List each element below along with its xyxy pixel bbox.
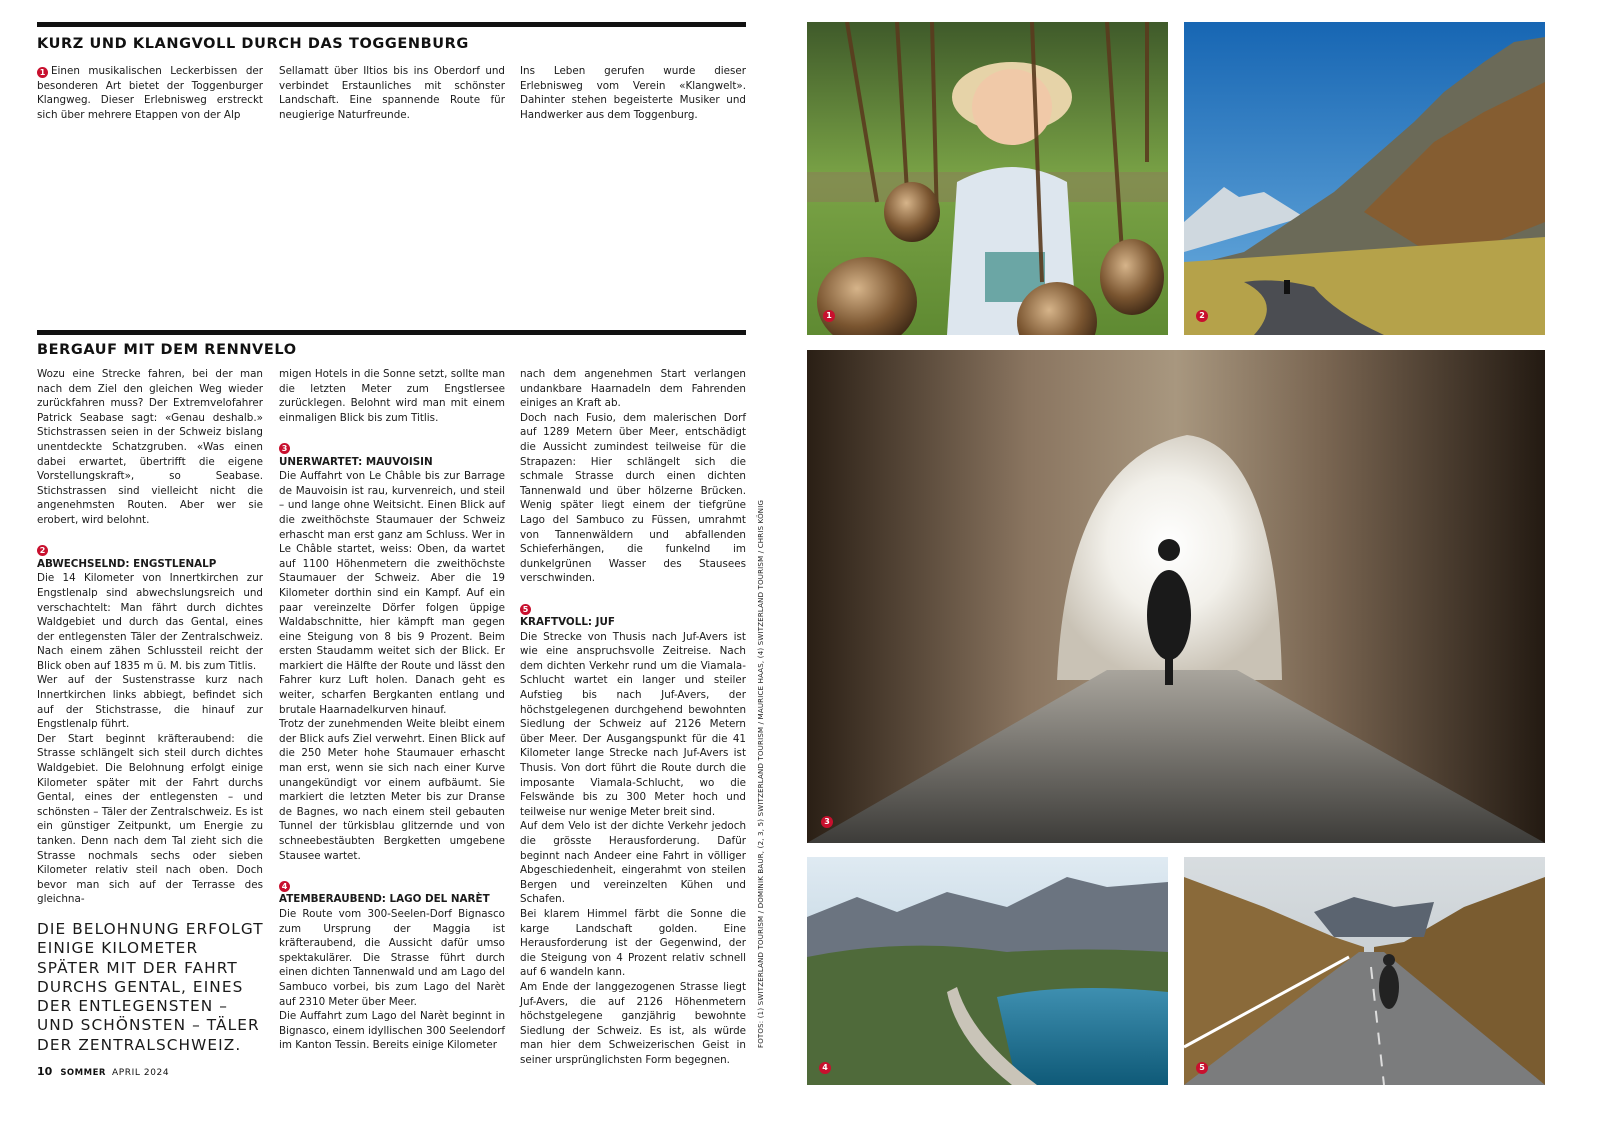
photo-girl-cowbells-image: [807, 22, 1168, 335]
pull-quote: [37, 920, 269, 1055]
body-text: Sellamatt über Iltios bis ins Oberdorf und verbindet Erstaunliches mit schönster Landschaft. Eine spannende Route für neugierige Naturfreunde.: [279, 65, 505, 121]
pull-quote-line: SPÄTER MIT DER FAHRT: [37, 958, 238, 977]
body-text: Die Route vom 300-Seelen-Dorf Bignasco zum Ursprung der Maggia ist kräfteraubend, die Aussicht dafür umso spektakulärer. Die Strasse führt durch einen dichten Tannenwald und am Lago del Sambuco vorbei, bis zum Lago del Narèt auf 2310 Meter über Meer.: [279, 907, 505, 1008]
route-heading: UNERWARTET: MAUVOISIN: [279, 455, 433, 468]
body-text: Die Auffahrt zum Lago del Narèt beginnt in Bignasco, einem idyllischen 300 Seelendorf im Kanton Tessin. Bereits einige Kilometer: [279, 1010, 505, 1052]
body-text: Die Strecke von Thusis nach Juf-Avers ist wie eine anspruchsvolle Zeitreise. Nach dem dichten Verkehr rund um die Viamala-Schlucht wartet ein langer und steiler Aufstieg bis nach Juf-Avers, der höchstgelegenen durchgehend bewohnten Siedlung der Schweiz auf 2126 Metern über Meer. Der Ausgangspunkt für die 41 Kilometer lange Strecke nach Juf-Avers ist Thusis. Von dort führt die Route durch die imposante Viamala-Schlucht, wo die Felswände bis zu 300 Meter hoch und teilweise nur wenige Meter breit sind.: [520, 630, 746, 818]
body-text: migen Hotels in die Sonne setzt, sollte man die letzten Meter zum Engstlersee zurücklegen. Belohnt wird man mit einem einmaligen Blick bis zum Titlis.: [279, 368, 505, 424]
body-text: Einen musikalischen Leckerbissen der besonderen Art bietet der Toggenburger Klangweg. Dieser Erlebnisweg erstreckt sich über mehrere Etappen von der Alp: [37, 65, 263, 121]
body-text: Die Auffahrt von Le Châble bis zur Barrage de Mauvoisin ist rau, kurvenreich, und steil – und lange ohne Weitsicht. Einen Blick auf die zweithöchste Staumauer der Schweiz erhascht man erst ganz am Schluss. Wer in Le Châble startet, weiss: Oben, da wartet auf 1100 Höhenmetern die zweithöchste Staumauer der Schweiz. Aber die 19 Kilometer dorthin sind ein Kampf. Auf ein paar vereinzelte Dörfer folgen üppige Waldabschnitte, hier kämpft man gegen eine Steigung von 8 bis 9 Prozent. Beim ersten Staudamm weitet sich der Blick. Er markiert die Hälfte der Route und lässt den Fahrer kurz Luft holen. Danach geht es weiter, scharfen Bergkanten entlang und brutale Haarnadelkurven hinauf.: [279, 470, 505, 716]
route-number-badge: 2: [37, 545, 48, 556]
pull-quote-line: EINIGE KILOMETER: [37, 939, 199, 958]
body-text: nach dem angenehmen Start verlangen undankbare Haarnadeln dem Fahrenden einiges an Kraft ab.: [520, 368, 746, 410]
route-number-badge: 4: [279, 881, 290, 892]
page-number: 10: [37, 1065, 53, 1078]
photo-badge: 4: [819, 1062, 831, 1074]
intro-text: Wozu eine Strecke fahren, bei der man nach dem Ziel den gleichen Weg wieder zurückfahren muss? Der Extremvelofahrer Patrick Seabase sagt: «Genau deshalb.» Stichstrassen seien in der Schweiz bislang unentdeckte Schatzgruben. «Was einen dabei erwartet, übertrifft die eigene Vorstellungskraft», so Seabase. Stichstrassen sind vielleicht nicht die angenehmsten Routen. Aber wer sie erobert, wird belohnt.: [37, 368, 263, 526]
rennvelo-column-3: [520, 367, 746, 1068]
photo-badge: 3: [821, 816, 833, 828]
pull-quote-line: DURCHS GENTAL, EINES: [37, 977, 244, 996]
body-text: Wer auf der Sustenstrasse kurz nach Innertkirchen links abbiegt, befindet sich auf der Stichstrasse, die hinauf zur Engstlenalp führt.: [37, 674, 263, 731]
body-text: Trotz der zunehmenden Weite bleibt einem der Blick aufs Ziel verwehrt. Einen Blick auf die 250 Meter hohe Staumauer erhascht man erst, wenn sie sich nach einer Kurve unangekündigt vor einem aufbäumt. Sie markiert die letzten Meter bis zur Dranse de Bagnes, wo nach einem steil gebauten Tunnel der türkisblau glitzernde und von schneebestäubten Bergketten umgebene Stausee wartet.: [279, 718, 505, 862]
photo-cyclist-valley: [1184, 22, 1545, 335]
route-heading: ABWECHSELND: ENGSTLENALP: [37, 557, 217, 570]
body-text: Die 14 Kilometer von Innertkirchen zur Engstlenalp sind abwechslungsreich und verschachtelt: Man fährt durch dichtes Waldgebiet und durch das Gental, eines der entlegensten Täler der Zentralschweiz. Nach einem zähen Schlussteil reicht der Blick oben auf 1835 m ü. M. bis zum Titlis.: [37, 572, 263, 672]
pull-quote-line: DIE BELOHNUNG ERFOLGT: [37, 920, 264, 938]
route-number-badge: 3: [279, 443, 290, 454]
body-text: Der Start beginnt kräfteraubend: die Strasse schlängelt sich steil durch dichtes Waldgebiet. Die Belohnung erfolgt einige Kilometer später mit der Fahrt durchs Gental, eines der entlegensten – und schönsten – Täler der Zentralschweiz. Es ist ein günstiger Zeitpunkt, um Energie zu tanken. Denn nach dem Tal zieht sich die Strasse nochmals sechs oder sieben Kilometer relativ steil nach oben. Doch bevor man sich auf der Terrasse des gleichna-: [37, 732, 263, 906]
photo-dam-lake: [807, 857, 1168, 1085]
rennvelo-column-1: [37, 367, 263, 907]
photo-cyclist-road-image: [1184, 857, 1545, 1085]
photo-cyclist-road: [1184, 857, 1545, 1085]
photo-cyclist-tunnel-image: [807, 350, 1545, 843]
toggenburg-column-1: [37, 64, 263, 122]
toggenburg-column-3: [520, 64, 746, 122]
pull-quote-line: DER ZENTRALSCHWEIZ.: [37, 1035, 242, 1054]
magazine-name: SOMMER: [60, 1068, 106, 1078]
section-title-toggenburg: KURZ UND KLANGVOLL DURCH DAS TOGGENBURG: [37, 36, 469, 52]
section-title-rennvelo: BERGAUF MIT DEM RENNVELO: [37, 342, 297, 358]
toggenburg-column-2: [279, 64, 505, 122]
body-text: Bei klarem Himmel färbt die Sonne die karge Landschaft golden. Eine Herausforderung ist der Gegenwind, der die Steigung von 4 Prozent relativ schnell auf 6 wandeln kann.: [520, 907, 746, 979]
pull-quote-line: UND SCHÖNSTEN – TÄLER: [37, 1016, 260, 1035]
photo-girl-cowbells: [807, 22, 1168, 335]
section-rule: [37, 330, 746, 335]
photo-cyclist-tunnel: [807, 350, 1545, 843]
photo-dam-lake-image: [807, 857, 1168, 1085]
rennvelo-column-2: [279, 367, 505, 1053]
pull-quote-line: DER ENTLEGENSTEN –: [37, 997, 229, 1016]
issue-date: APRIL 2024: [111, 1068, 170, 1078]
route-number-badge: 1: [37, 67, 48, 78]
route-number-badge: 5: [520, 604, 531, 615]
route-heading: ATEMBERAUBEND: LAGO DEL NARÈT: [279, 893, 490, 906]
photo-badge: 5: [1196, 1062, 1208, 1074]
route-heading: KRAFTVOLL: JUF: [520, 616, 615, 629]
photo-cyclist-valley-image: [1184, 22, 1545, 335]
section-rule: [37, 22, 746, 27]
body-text: Ins Leben gerufen wurde dieser Erlebnisweg vom Verein «Klangwelt». Dahinter stehen begeisterte Musiker und Handwerker aus dem Toggenburg.: [520, 65, 746, 121]
body-text: Doch nach Fusio, dem malerischen Dorf auf 1289 Metern über Meer, entschädigt die Aussicht zumindest teilweise für die Strapazen: Hier schlängelt sich die schmale Strasse durch einen dichten Tannenwald und über hölzerne Brücken. Wenig später liegt einem der tiefgrüne Lago del Sambuco zu Füssen, umrahmt von Tannenwäldern und abfallenden Schieferhängen, die funkelnd im dunkelgrünen Wasser des Stausees verschwinden.: [520, 411, 746, 585]
photo-credit: FOTOS: (1) SWITZERLAND TOURISM / DOMINIK BAUR, (2, 3, 5) SWITZERLAND TOURISM / MAURICE HAAS, (4) SWITZERLAND TOURISM / CHRIS KÖNIG: [757, 499, 765, 1048]
body-text: Auf dem Velo ist der dichte Verkehr jedoch die grösste Herausforderung. Dafür beginnt nach Andeer eine Fahrt in völliger Abgeschiedenheit, eingerahmt von steilen Bergen und vereinzelten Kühen und Schafen.: [520, 820, 746, 906]
photo-badge: 1: [823, 310, 835, 322]
body-text: Am Ende der langgezogenen Strasse liegt Juf-Avers, die auf 2126 Höhenmetern höchstgelegene ganzjährig bewohnte Siedlung der Schweiz. Es ist, als würde man hier dem Schweizerischen Geist in seiner ursprünglichsten Form begegnen.: [520, 980, 746, 1066]
page-footer: [37, 1065, 169, 1078]
photo-badge: 2: [1196, 310, 1208, 322]
